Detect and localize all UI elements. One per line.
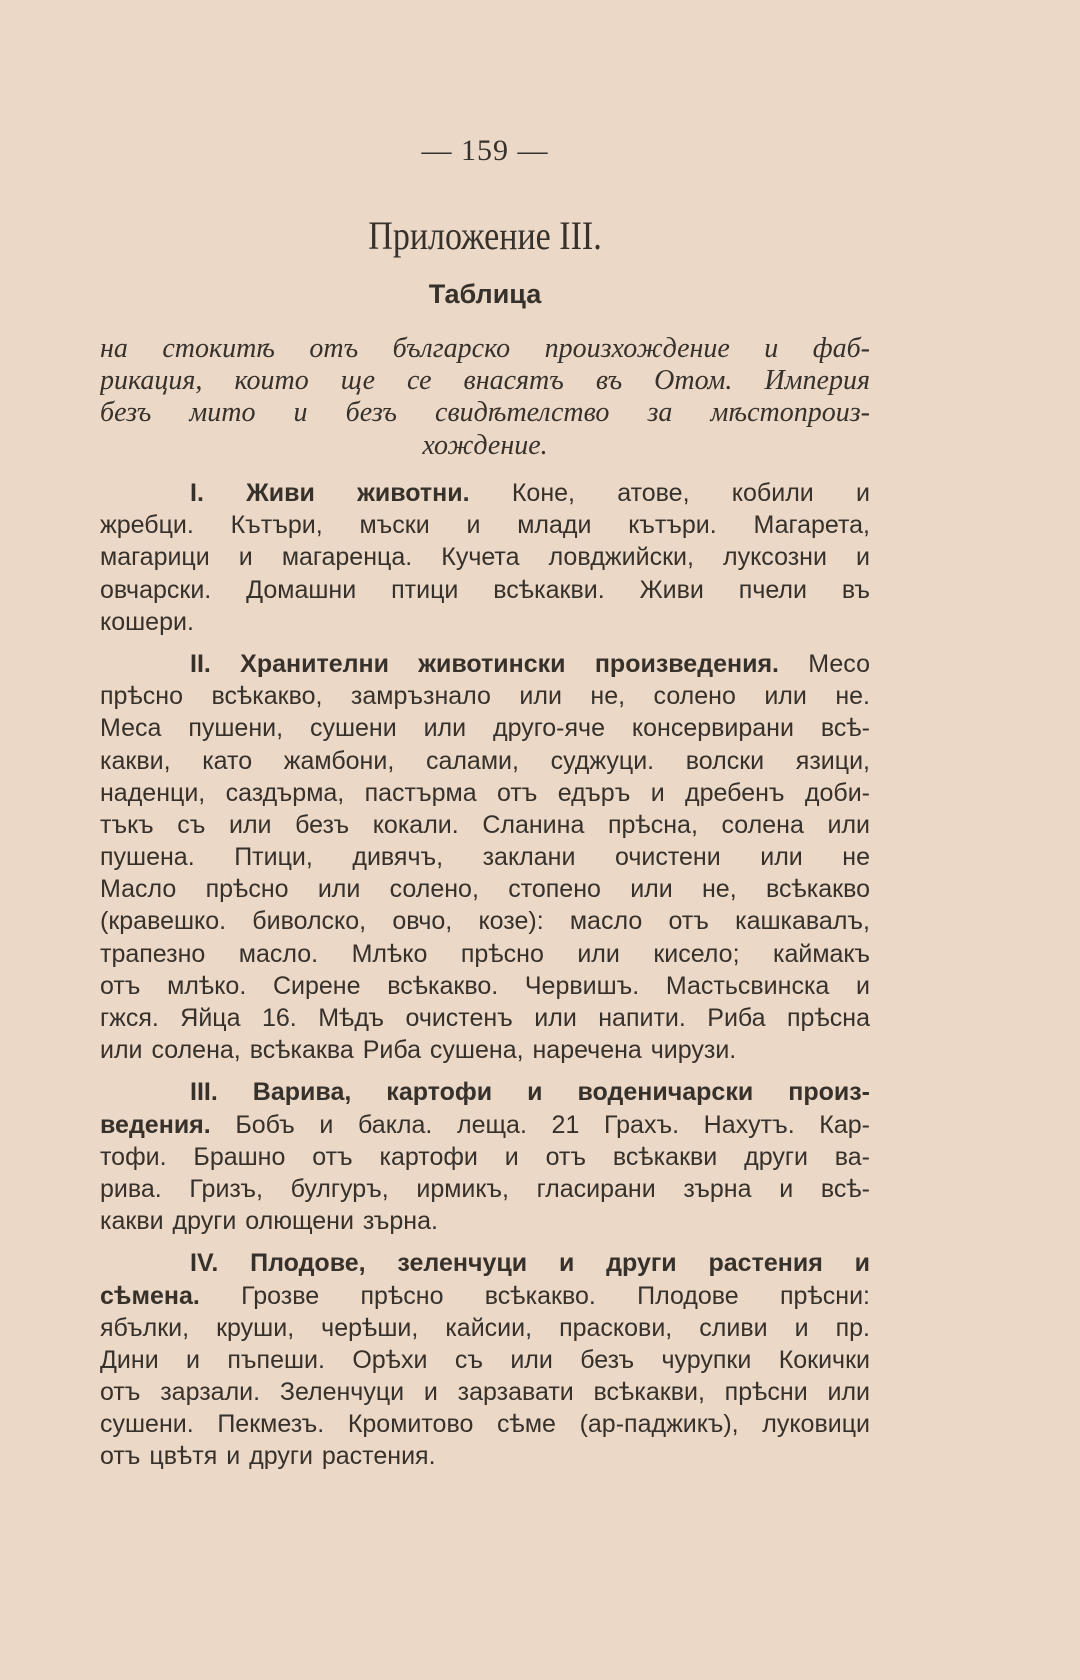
table-subtitle: Таблица (428, 279, 542, 309)
text-line (100, 1280, 870, 1312)
line-text: сушени. Пекмезъ. Кромитово сѣме (ар-паджикъ), луковици (100, 1410, 870, 1439)
line-text: или солена, всѣкаква Риба сушена, наречена чирузи. (100, 1036, 737, 1065)
text-line (100, 574, 870, 606)
line-text: кошери. (100, 607, 194, 636)
line-text: (кравешко. биволско, овчо, козе): масло отъ кашкавалъ, (100, 907, 870, 936)
text-line (100, 873, 870, 905)
line-text: Дини и пъпеши. Орѣхи съ или безъ чурупки Кокички (100, 1345, 870, 1374)
line-text: жребци. Кътъри, мъски и млади кътъри. Магарета, (100, 511, 870, 540)
text-line (100, 1173, 870, 1205)
line-text: пушена. Птици, дивячъ, заклани очистени или не (100, 843, 870, 872)
section-heading: ведения. (100, 1110, 211, 1139)
text-line (100, 938, 870, 970)
text-line (100, 648, 870, 680)
appendix-title: Приложение III. (368, 213, 602, 258)
paragraph (100, 1247, 870, 1472)
paragraph (100, 477, 870, 638)
intro-line: рикация, които ще се внасятъ въ Отом. Империя (100, 365, 870, 397)
text-line (100, 1034, 870, 1066)
line-text: магарици и магаренца. Кучета ловджийски, луксозни и (100, 543, 870, 572)
text-line (100, 1002, 870, 1034)
section-heading: сѣмена. (100, 1281, 200, 1310)
text-line (100, 777, 870, 809)
text-line (100, 1440, 870, 1472)
line-text: Коне, атове, кобили и (469, 479, 870, 507)
paragraph (100, 1076, 870, 1237)
line-text: гжся. Яйца 16. Мѣдъ очистенъ или напити. Риба прѣсна (100, 1004, 870, 1032)
text-line (100, 606, 870, 638)
line-text: Грозве прѣсно всѣкакво. Плодове прѣсни: (199, 1281, 870, 1310)
text-line (100, 841, 870, 873)
text-line (100, 1076, 870, 1108)
text-line (100, 905, 870, 937)
body-text (100, 477, 870, 1473)
text-line (100, 1141, 870, 1173)
line-text: тофи. Брашно отъ картофи и отъ всѣкакви други ва- (100, 1142, 870, 1171)
section-heading: II. Хранителни животински произведения. (190, 649, 779, 678)
line-text: Месо (779, 649, 870, 678)
text-line (100, 1408, 870, 1440)
text-line (100, 541, 870, 573)
line-text: прѣсно всѣкакво, замръзнало или не, солено или не. (100, 682, 870, 711)
text-line (100, 809, 870, 841)
line-text: Масло прѣсно или солено, стопено или не, всѣкакво (100, 875, 870, 904)
section-heading: I. Живи животни. (190, 479, 470, 507)
line-text: отъ млѣко. Сирене всѣкакво. Червишъ. Мастьсвинска и (100, 971, 870, 1000)
text-line (100, 970, 870, 1002)
line-text: какви, като жамбони, салами, суджуци. волски язици, (100, 746, 870, 775)
line-text: Меса пушени, сушени или друго-яче консервирани всѣ- (100, 714, 870, 743)
paragraph (100, 648, 870, 1066)
intro-line: хождение. (422, 429, 548, 461)
line-text: овчарски. Домашни птици всѣкакви. Живи пчели въ (100, 575, 870, 604)
text-line (100, 1376, 870, 1408)
text-line (100, 680, 870, 712)
intro-line: безъ мито и безъ свидѣтелство за мѣстопроиз- (100, 397, 870, 429)
intro-caption (100, 333, 870, 462)
text-line (100, 1109, 870, 1141)
line-text: трапезно масло. Млѣко прѣсно или кисело; каймакъ (100, 939, 870, 968)
line-text: Бобъ и бакла. леща. 21 Грахъ. Нахутъ. Кар- (210, 1110, 870, 1139)
line-text: тъкъ съ или безъ кокали. Сланина прѣсна, солена или (100, 810, 870, 839)
line-text: наденци, саздърма, пастърма отъ едъръ и дребенъ доби- (100, 778, 870, 807)
section-heading: III. Варива, картофи и воденичарски произ- (190, 1078, 870, 1107)
line-text: рива. Гризъ, булгуръ, ирмикъ, гласирани зърна и всѣ- (100, 1174, 870, 1203)
line-text: какви други олющени зърна. (100, 1207, 438, 1236)
text-line (100, 1247, 870, 1279)
page-number: — 159 — (421, 134, 549, 167)
text-line (100, 1312, 870, 1344)
text-line (100, 745, 870, 777)
text-line (100, 1344, 870, 1376)
section-heading: IV. Плодове, зеленчуци и други растения и (190, 1249, 870, 1278)
line-text: ябълки, круши, черѣши, кайсии, праскови, сливи и пр. (100, 1313, 870, 1342)
text-line (100, 509, 870, 541)
text-line (100, 712, 870, 744)
intro-line: на стокитѣ отъ българско произхождение и фаб- (100, 333, 870, 364)
line-text: отъ зарзали. Зеленчуци и зарзавати всѣкакви, прѣсни или (100, 1378, 870, 1407)
text-line (100, 477, 870, 509)
text-line (100, 1205, 870, 1237)
line-text: отъ цвѣтя и други растения. (100, 1442, 436, 1471)
